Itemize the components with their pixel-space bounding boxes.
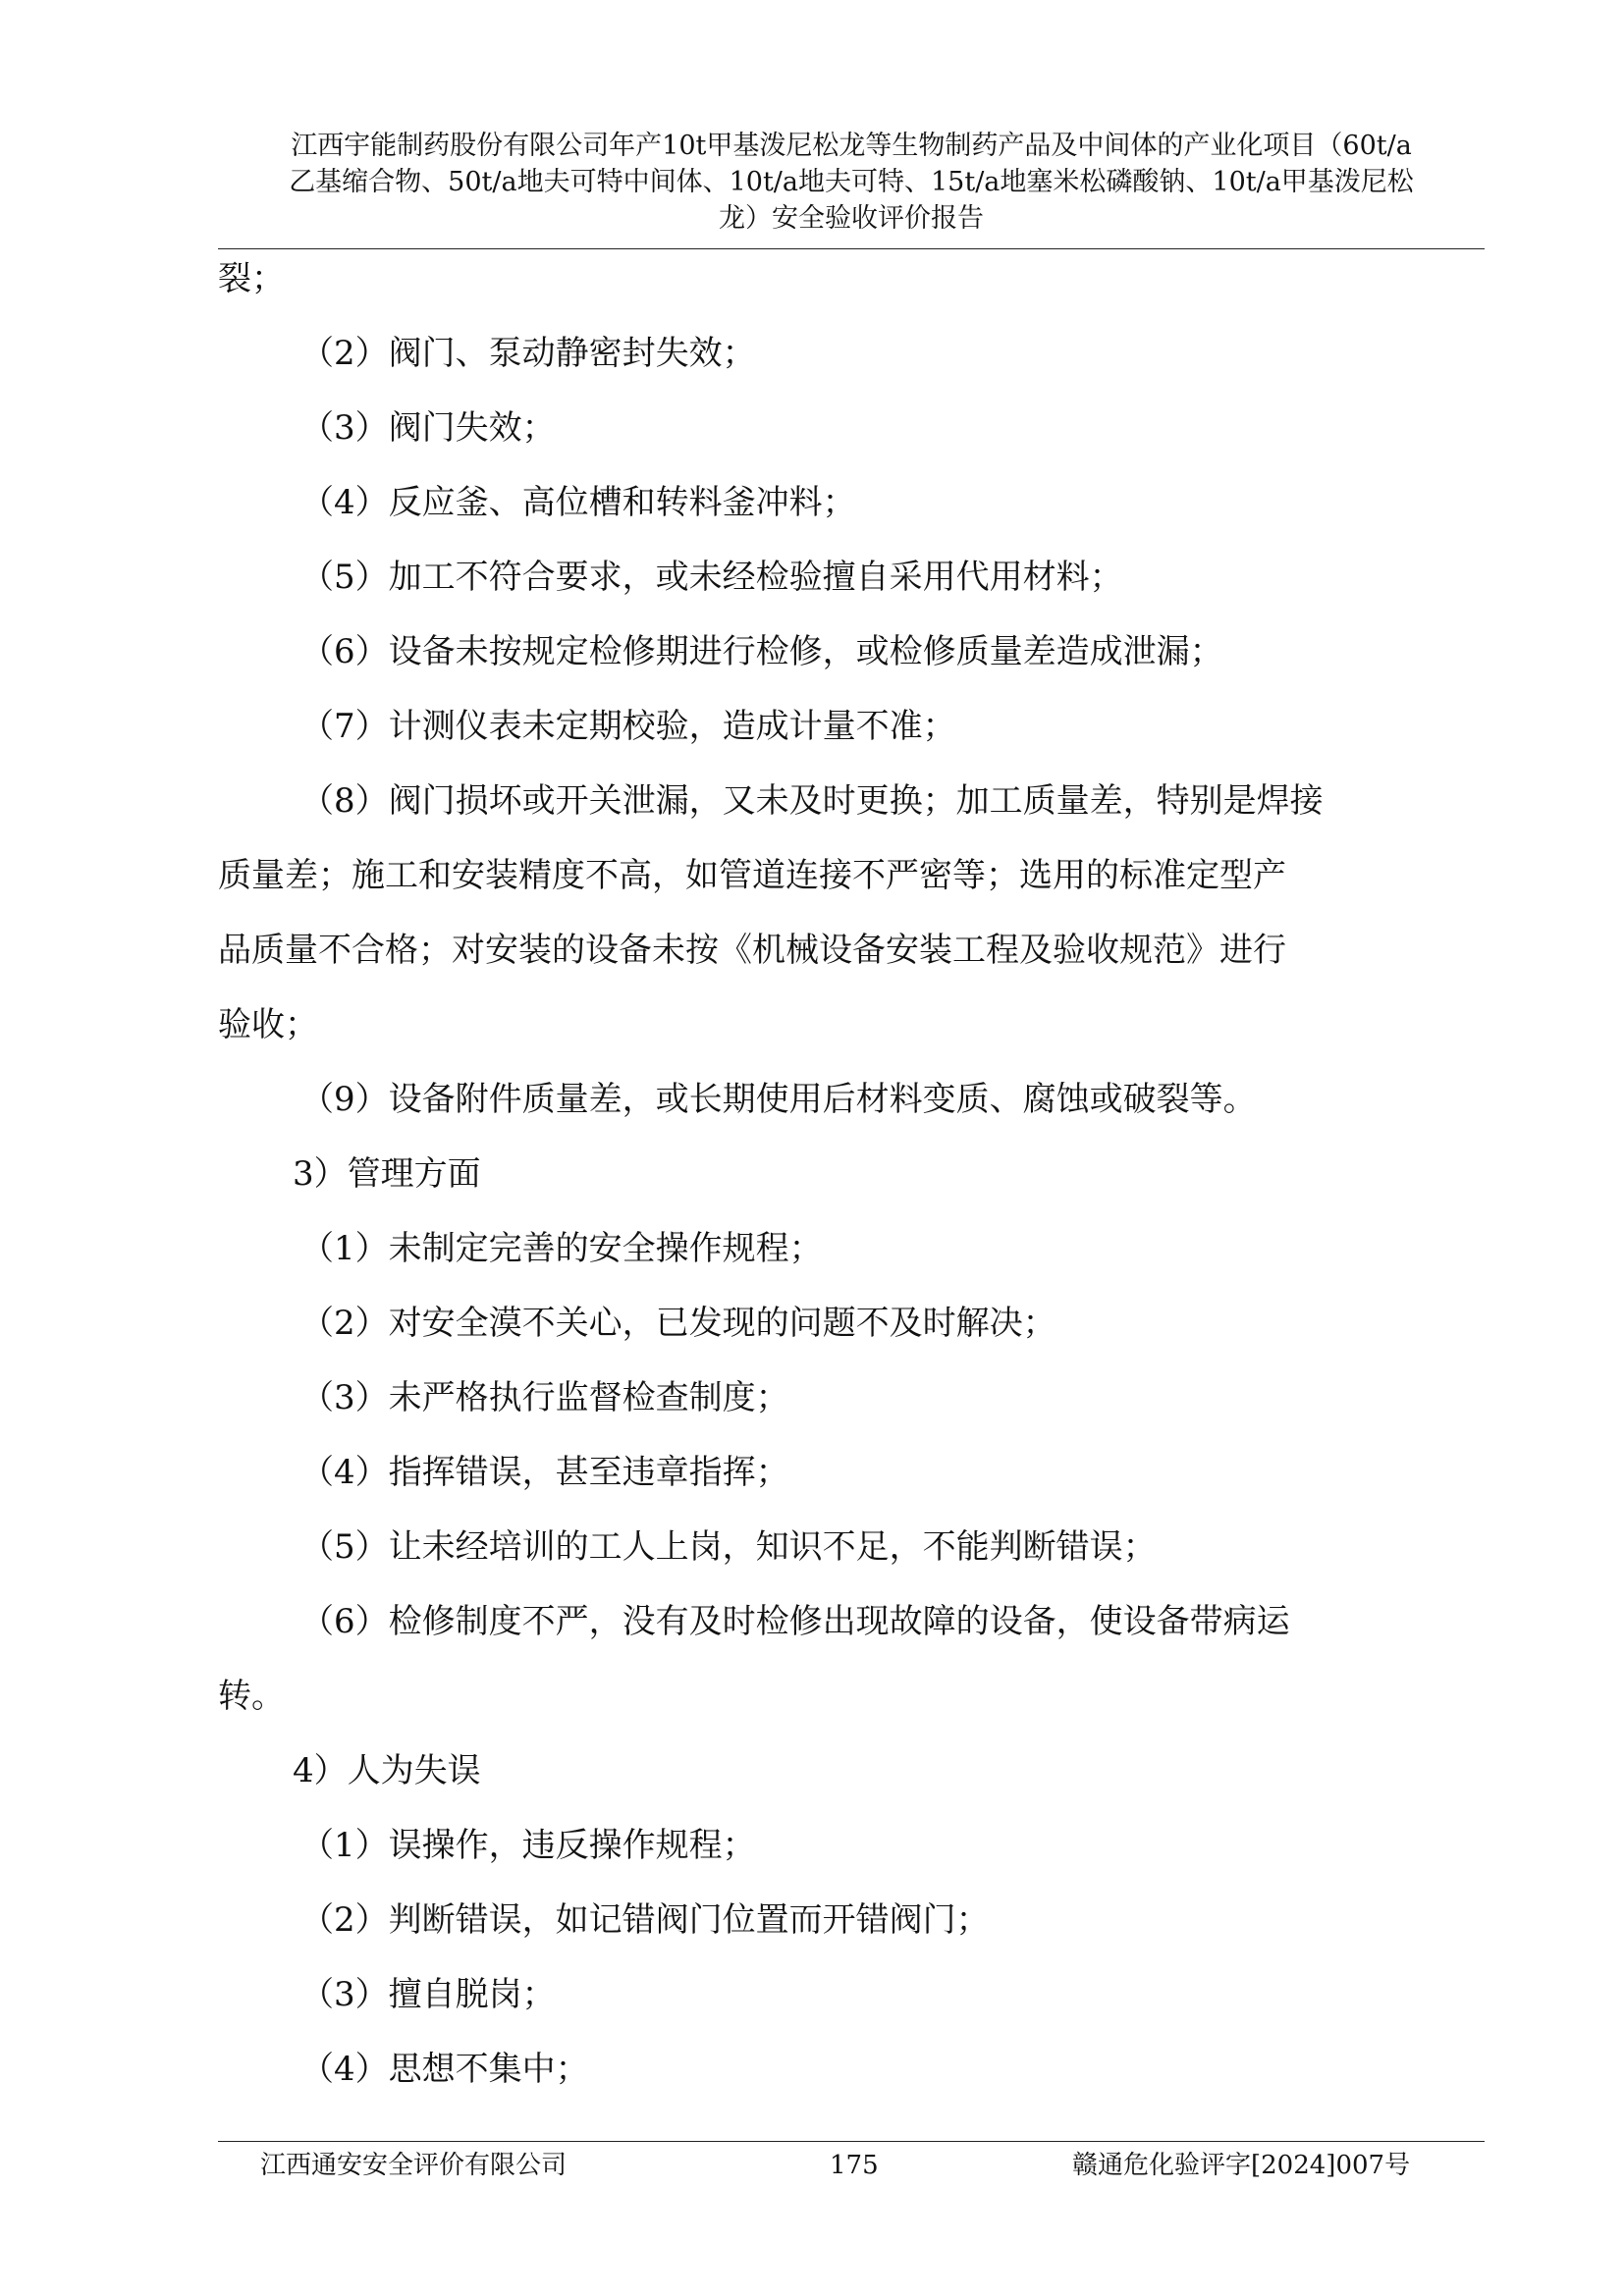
body-list-item: （9）设备附件质量差，或长期使用后材料变质、腐蚀或破裂等。 xyxy=(300,1080,1257,1119)
header-divider xyxy=(218,248,1485,249)
header-title-line-2: 乙基缩合物、50t/a地夫可特中间体、10t/a地夫可特、15t/a地塞米松磷酸钠、10t/a甲基泼尼松 xyxy=(289,167,1414,197)
body-list-item: （1）未制定完善的安全操作规程； xyxy=(300,1229,823,1268)
page-header xyxy=(218,128,1485,237)
footer-divider xyxy=(218,2141,1485,2142)
page-number: 175 xyxy=(830,2151,879,2180)
body-list-item: （3）阀门失效； xyxy=(300,408,556,448)
body-list-item: （3）未严格执行监督检查制度； xyxy=(300,1378,789,1417)
body-list-item: （2）对安全漠不关心，已发现的问题不及时解决； xyxy=(300,1304,1056,1343)
header-title-line-3: 龙）安全验收评价报告 xyxy=(719,203,984,234)
body-list-item: （2）判断错误，如记错阀门位置而开错阀门； xyxy=(300,1900,990,1940)
body-list-item: （8）阀门损坏或开关泄漏，又未及时更换；加工质量差，特别是焊接 xyxy=(300,781,1324,821)
body-list-item: （4）思想不集中； xyxy=(300,2050,589,2089)
header-title-line-1: 江西宇能制药股份有限公司年产10t甲基泼尼松龙等生物制药产品及中间体的产业化项目（60t/a xyxy=(291,131,1412,161)
body-list-item: （7）计测仪表未定期校验，造成计量不准； xyxy=(300,707,956,746)
body-list-item: （5）加工不符合要求，或未经检验擅自采用代用材料； xyxy=(300,558,1123,597)
body-line-continuation: 转。 xyxy=(218,1677,285,1716)
body-list-item: （4）反应釜、高位槽和转料釜冲料； xyxy=(300,483,856,522)
body-line-continuation: 质量差；施工和安装精度不高，如管道连接不严密等；选用的标准定型产 xyxy=(218,856,1286,895)
body-list-item: （6）检修制度不严，没有及时检修出现故障的设备，使设备带病运 xyxy=(300,1602,1290,1641)
body-list-item: （2）阀门、泵动静密封失效； xyxy=(300,334,756,373)
body-line-continuation: 验收； xyxy=(218,1005,318,1044)
body-line-continuation: 裂； xyxy=(218,259,285,298)
body-list-item: （3）擅自脱岗； xyxy=(300,1975,556,2014)
body-line-continuation: 品质量不合格；对安装的设备未按《机械设备安装工程及验收规范》进行 xyxy=(218,931,1286,970)
body-list-item: （4）指挥错误，甚至违章指挥； xyxy=(300,1453,789,1492)
body-list-item: （6）设备未按规定检修期进行检修，或检修质量差造成泄漏； xyxy=(300,632,1223,671)
section-heading-human-error: 4）人为失误 xyxy=(293,1751,481,1790)
body-list-item: （5）让未经培训的工人上岗，知识不足，不能判断错误； xyxy=(300,1527,1157,1567)
footer-document-number: 赣通危化验评字[2024]007号 xyxy=(1072,2151,1411,2180)
footer-company: 江西通安安全评价有限公司 xyxy=(260,2151,568,2180)
section-heading-management: 3）管理方面 xyxy=(293,1154,481,1194)
body-list-item: （1）误操作，违反操作规程； xyxy=(300,1826,756,1865)
